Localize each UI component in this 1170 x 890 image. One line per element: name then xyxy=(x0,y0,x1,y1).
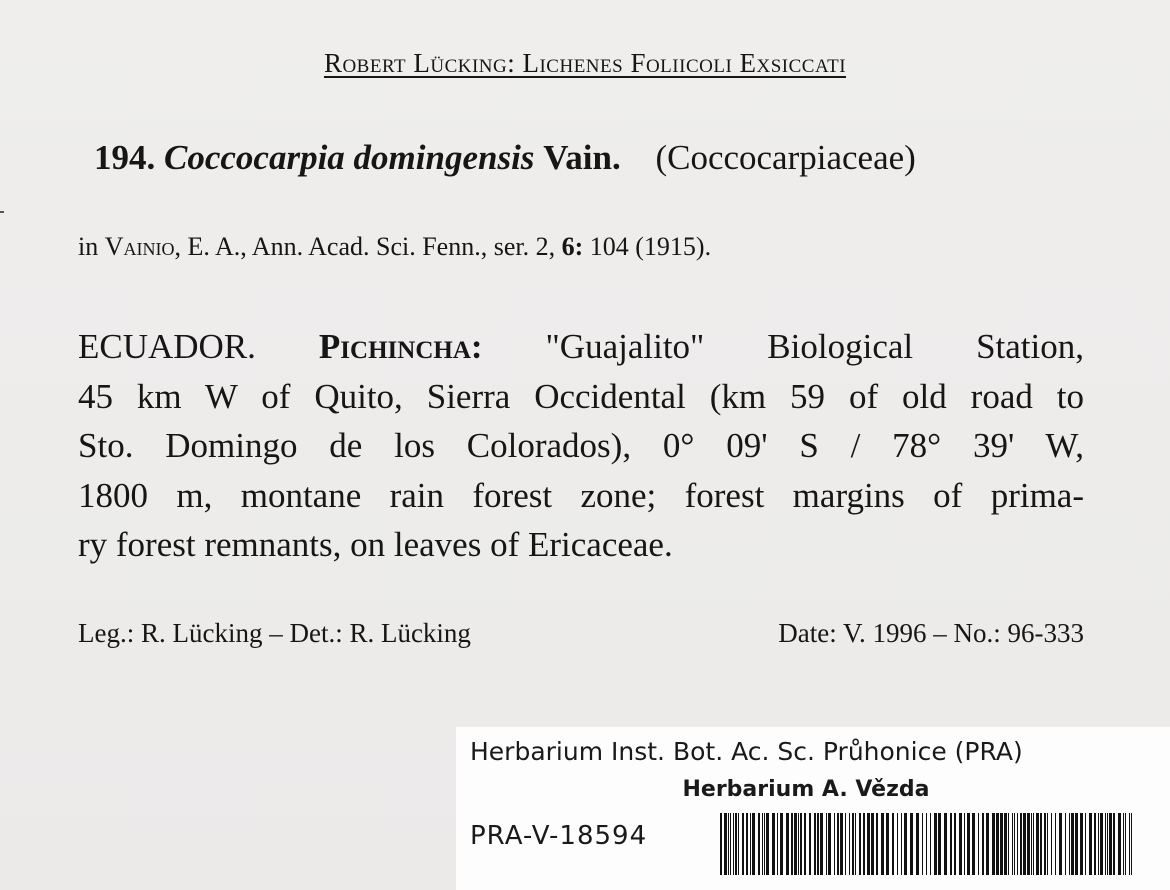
barcode-graphic xyxy=(720,813,1132,875)
date-number: Date: V. 1996 – No.: 96-333 xyxy=(778,618,1084,648)
series-title-text: Robert Lücking: Lichenes Foliicoli Exsiccati xyxy=(323,48,847,78)
specimen-id: PRA-V-18594 xyxy=(470,821,648,851)
species-name: Coccocarpia domingensis xyxy=(164,138,535,177)
species-author: Vain. xyxy=(543,138,621,177)
family-name: (Coccocarpiaceae) xyxy=(655,138,916,177)
locality-line-1-rest: "Guajalito" Biological Station, xyxy=(545,327,1085,366)
citation-pages: 104 (1915). xyxy=(589,232,712,261)
country: ECUADOR. xyxy=(78,327,256,366)
herbarium-stamp xyxy=(456,727,1170,890)
series-title xyxy=(0,48,1170,79)
species-line xyxy=(94,138,916,178)
leg-det: Leg.: R. Lücking – Det.: R. Lücking xyxy=(78,618,471,648)
citation-author: Vainio xyxy=(104,232,175,261)
locality-line-3: Sto. Domingo de los Colorados), 0° 09' S / 78° 39' W, xyxy=(78,426,1084,465)
citation-volume: 6: xyxy=(561,232,584,261)
herbarium-collection: Herbarium A. Vězda xyxy=(682,777,930,802)
locality-line-5: ry forest remnants, on leaves of Ericaceae. xyxy=(78,525,673,564)
herbarium-institution: Herbarium Inst. Bot. Ac. Sc. Průhonice (PRA) xyxy=(470,737,1023,766)
locality-line-4: 1800 m, montane rain forest zone; forest margins of prima- xyxy=(78,475,1084,515)
locality-text xyxy=(78,322,1084,570)
citation xyxy=(78,232,711,262)
citation-prefix: in xyxy=(78,232,99,261)
locality-line-1 xyxy=(78,322,1084,372)
locality-line-2: 45 km W of Quito, Sierra Occidental (km 59 of old road to xyxy=(78,376,1084,416)
edge-mark xyxy=(0,211,4,213)
exsiccata-number: 194. xyxy=(94,138,156,177)
citation-rest: , E. A., Ann. Acad. Sci. Fenn., ser. 2, xyxy=(174,232,556,261)
province: Pichincha: xyxy=(318,327,483,366)
